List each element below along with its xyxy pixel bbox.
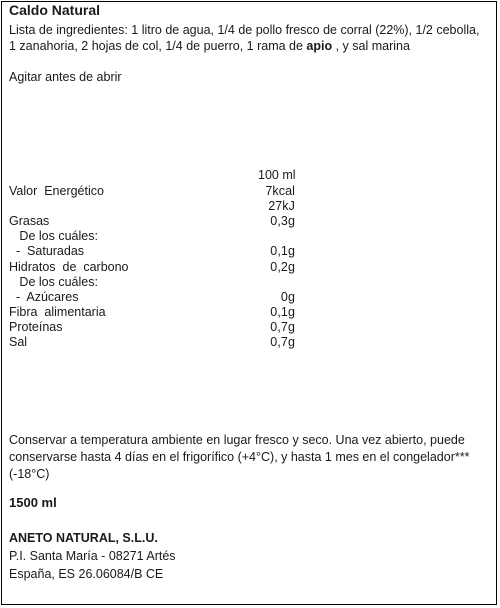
- nutrition-row: [9, 214, 309, 229]
- nutrition-value: 0,1g: [270, 244, 295, 259]
- net-amount: 1500 ml: [9, 495, 57, 510]
- ingredients-text-start: Lista de ingredientes: 1 litro de agua, 1/4 de pollo fresco de corral (22%), 1/2 cebolla, 1 zanahoria, 2 hojas de col, 1/4 de puerro, 1 rama de: [9, 23, 480, 53]
- nutrition-value: 0,7g: [270, 319, 295, 334]
- nutrition-value: 0g: [280, 289, 295, 304]
- ingredients-text-end: , y sal marina: [332, 38, 410, 53]
- storage-text: Conservar a temperatura ambiente en lugar fresco y seco. Una vez abierto, puede conservarse hasta 4 días en el frigorífico (+4°C), y hasta 1 mes en el congelador*** (-18°C): [9, 433, 470, 481]
- nutrition-row: [9, 290, 309, 305]
- nutrition-row: [9, 275, 309, 290]
- nutrition-label: De los cuáles:: [9, 229, 98, 244]
- nutrition-label: Sal: [9, 335, 28, 349]
- nutrition-value: 0,2g: [270, 259, 295, 274]
- shake-note: Agitar antes de abrir: [9, 70, 122, 84]
- company-name: ANETO NATURAL, S.L.U.: [9, 531, 158, 545]
- nutrition-label: Fibra alimentaria: [9, 304, 106, 319]
- nutrition-value: 0,1g: [270, 304, 295, 319]
- nutrition-row: [9, 184, 309, 199]
- nutrition-value: 0,7g: [270, 335, 295, 349]
- nutrition-row: [9, 244, 309, 259]
- nutrition-row: [9, 199, 309, 214]
- product-title: Caldo Natural: [9, 2, 101, 18]
- nutrition-row: [9, 229, 309, 244]
- nutrition-value: 7kcal: [265, 184, 295, 198]
- ingredients-text: [9, 23, 487, 54]
- nutrition-row: [9, 260, 309, 275]
- nutrition-value: 0,3g: [270, 214, 295, 229]
- nutrition-value: 27kJ: [268, 199, 295, 214]
- nutrition-header: 100 ml: [258, 168, 296, 182]
- nutrition-row: [9, 335, 309, 350]
- nutrition-label: Hidratos de carbono: [9, 259, 129, 274]
- ingredients-allergen: apio: [306, 38, 333, 53]
- nutrition-label: De los cuáles:: [9, 274, 98, 289]
- company-address-line2: España, ES 26.06084/B CE: [9, 567, 164, 581]
- nutrition-label: - Saturadas: [9, 244, 85, 259]
- nutrition-label: Grasas: [9, 214, 50, 229]
- nutrition-label: - Azúcares: [9, 289, 79, 304]
- nutrition-row: [9, 320, 309, 335]
- nutrition-row: [9, 305, 309, 320]
- nutrition-label: Proteínas: [9, 319, 63, 334]
- company-address-line1: P.I. Santa María - 08271 Artés: [9, 549, 176, 563]
- nutrition-label: Valor Energético: [9, 184, 104, 198]
